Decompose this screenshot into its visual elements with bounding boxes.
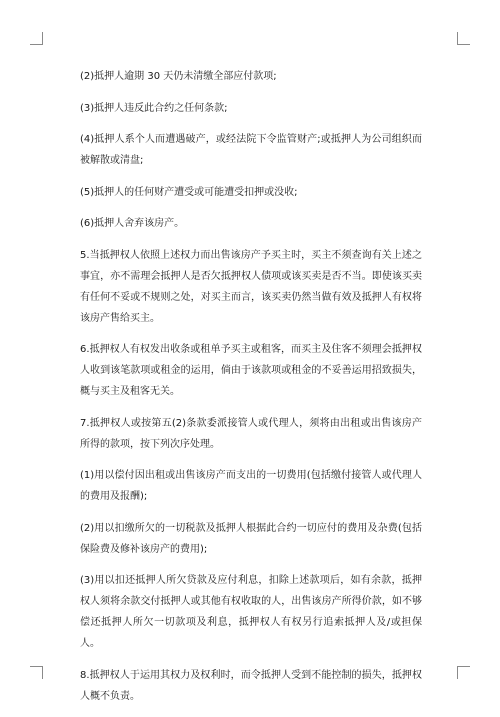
clause-item-5: (5)抵押人的任何财产遭受或可能遭受扣押或没收; (80, 186, 298, 198)
clause-7-item-2: (2)用以扣缴所欠的一切税款及抵押人根据此合约一切应付的费用及杂费(包括保险费及修补该房产的费用); (80, 522, 422, 555)
clause-8: 8.抵押权人于运用其权力及权利时，而令抵押人受到不能控制的损失，抵押权人概不负责。 (80, 669, 422, 702)
clause-5: 5.当抵押权人依照上述权力而出售该房产予买主时，买主不须查询有关上述之事宜，亦不需理会抵押人是否欠抵押权人债项或该买卖是否不当。即使该买卖有任何不妥或不规则之处，对买主而言，该买卖仍然当做有效及抵押人有权将该房产售给买主。 (80, 249, 422, 324)
clause-item-4: (4)抵押人系个人而遭遇破产，或经法院下令监管财产;或抵押人为公司组织而被解散或清盘; (80, 134, 422, 166)
clause-7-item-3: (3)用以扣还抵押人所欠贷款及应付利息，扣除上述款项后，如有余款，抵押权人须将余款交付抵押人或其他有权收取的人，出售该房产所得价款，如不够偿还抵押人所欠一切款项及利息，抵押权人有权另行追索抵押人及/或担保人。 (80, 575, 422, 649)
clause-item-2: (2)抵押人逾期 30 天仍未清缴全部应付款项; (80, 71, 277, 82)
crop-mark-top-right (457, 32, 470, 45)
clause-item-6: (6)抵押人舍弃该房产。 (80, 218, 185, 229)
clause-6: 6.抵押权人有权发出收条或租单予买主或租客，而买主及住客不须理会抵押权人收到该笔款项或租金的运用，倘由于该款项或租金的不妥善运用招致损失，概与买主及租客无关。 (80, 344, 422, 397)
document-body (80, 66, 422, 717)
clause-7: 7.抵押权人或按第五(2)条款委派接管人或代理人，须将由出租或出售该房产所得的款项，按下列次序处理。 (80, 417, 422, 450)
crop-mark-bottom-left (30, 666, 43, 679)
clause-item-3: (3)抵押人违反此合约之任何条款; (80, 102, 228, 114)
crop-mark-bottom-right (457, 666, 470, 679)
clause-7-item-1: (1)用以偿付因出租或出售该房产而支出的一切费用(包括缴付接管人或代理人的费用及报酬); (80, 470, 422, 502)
crop-mark-top-left (30, 32, 43, 45)
